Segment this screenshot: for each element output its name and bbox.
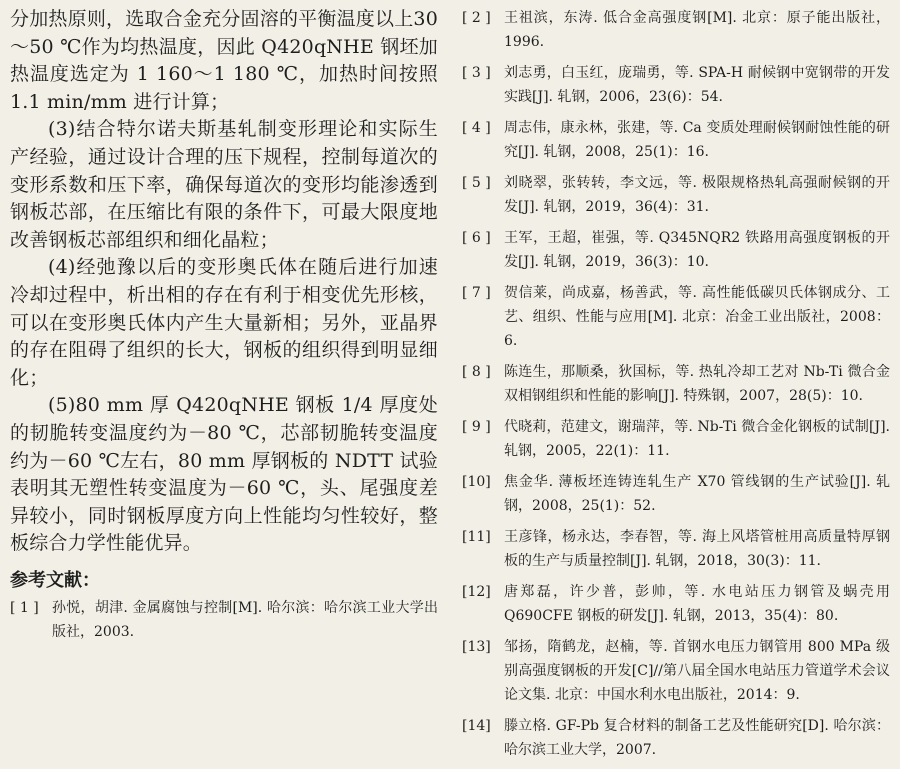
reference-text: 王军，王超，崔强，等. Q345NQR2 铁路用高强度钢板的开发[J]. 轧钢，2019，36(3)：10. bbox=[504, 230, 890, 270]
reference-number: [12] bbox=[462, 584, 491, 600]
body-paragraph-1: 分加热原则，选取合金充分固溶的平衡温度以上30～50 ℃作为均热温度，因此 Q420qNHE 钢坯加热温度选定为 1 160～1 180 ℃，加热时间按照 1.1 min/mm 进行计算； bbox=[10, 8, 438, 113]
reference-number: [14] bbox=[462, 718, 491, 734]
reference-number: [ 3 ] bbox=[462, 65, 491, 81]
reference-text: 周志伟，康永林，张建，等. Ca 变质处理耐候钢耐蚀性能的研究[J]. 轧钢，2008，25(1)：16. bbox=[504, 120, 890, 160]
left-column bbox=[10, 6, 438, 650]
reference-text: 贺信莱，尚成嘉，杨善武，等. 高性能低碳贝氏体钢成分、工艺、组织、性能与应用[M]. 北京：冶金工业出版社，2008：6. bbox=[504, 285, 890, 349]
reference-text: 王祖滨，东涛. 低合金高强度钢[M]. 北京：原子能出版社，1996. bbox=[504, 10, 890, 50]
body-paragraph-2: (3)结合特尔诺夫斯基轧制变形理论和实际生产经验，通过设计合理的压下规程，控制每道次的变形系数和压下率，确保每道次的变形均能渗透到钢板芯部，在压缩比有限的条件下，可最大限度地改善钢板芯部组织和细化晶粒； bbox=[10, 118, 438, 251]
reference-number: [ 8 ] bbox=[462, 364, 491, 380]
reference-item bbox=[462, 714, 890, 762]
reference-text: 刘晓翠，张转转，李文远，等. 极限规格热轧高强耐候钢的开发[J]. 轧钢，2019，36(4)：31. bbox=[504, 175, 890, 215]
reference-text: 王彦锋，杨永达，李春智，等. 海上风塔管桩用高质量特厚钢板的生产与质量控制[J]. 轧钢，2018，30(3)：11. bbox=[504, 529, 890, 569]
references-heading: 参考文献： bbox=[10, 569, 100, 591]
reference-item bbox=[462, 6, 890, 54]
reference-item bbox=[462, 580, 890, 628]
reference-text: 孙悦，胡津. 金属腐蚀与控制[M]. 哈尔滨：哈尔滨工业大学出版社，2003. bbox=[52, 599, 438, 640]
reference-item bbox=[462, 415, 890, 463]
reference-item bbox=[462, 635, 890, 707]
reference-text: 焦金华. 薄板坯连铸连轧生产 X70 管线钢的生产试验[J]. 轧钢，2008，25(1)：52. bbox=[504, 474, 890, 514]
reference-item bbox=[462, 171, 890, 219]
reference-item bbox=[462, 470, 890, 518]
reference-number: [ 5 ] bbox=[462, 175, 491, 191]
right-column bbox=[462, 6, 890, 769]
reference-number: [ 9 ] bbox=[462, 419, 491, 435]
reference-text: 刘志勇，白玉红，庞瑞勇，等. SPA-H 耐候钢中宽钢带的开发实践[J]. 轧钢，2006，23(6)：54. bbox=[504, 65, 890, 105]
reference-item bbox=[462, 61, 890, 109]
reference-item bbox=[10, 596, 438, 644]
body-paragraph-4: (5)80 mm 厚 Q420qNHE 钢板 1/4 厚度处的韧脆转变温度约为－80 ℃，芯部韧脆转变温度约为－60 ℃左右，80 mm 厚钢板的 NDTT 试验表明其无塑性转变温度为－60 ℃，头、尾强度差异较小，同时钢板厚度方向上性能均匀性较好，整板综合力学性能优异。 bbox=[10, 394, 438, 555]
reference-text: 唐郑磊，许少普，彭帅，等. 水电站压力钢管及蜗壳用 Q690CFE 钢板的研发[J]. 轧钢，2013，35(4)：80. bbox=[504, 584, 890, 624]
reference-item bbox=[462, 360, 890, 408]
reference-item bbox=[462, 525, 890, 573]
reference-number: [ 1 ] bbox=[10, 599, 39, 616]
reference-text: 陈连生，那顺桑，狄国标，等. 热轧冷却工艺对 Nb-Ti 微合金双相钢组织和性能的影响[J]. 特殊钢，2007，28(5)：10. bbox=[504, 364, 890, 404]
reference-number: [13] bbox=[462, 639, 491, 655]
reference-number: [10] bbox=[462, 474, 491, 490]
reference-number: [ 2 ] bbox=[462, 10, 491, 26]
reference-number: [ 6 ] bbox=[462, 230, 491, 246]
reference-number: [ 4 ] bbox=[462, 120, 491, 136]
body-paragraph-3: (4)经弛豫以后的变形奥氏体在随后进行加速冷却过程中，析出相的存在有利于相变优先形核，可以在变形奥氏体内产生大量新相；另外，亚晶界的存在阻碍了组织的长大，钢板的组织得到明显细化； bbox=[10, 256, 438, 389]
reference-item bbox=[462, 116, 890, 164]
reference-number: [ 7 ] bbox=[462, 285, 491, 301]
reference-text: 代晓莉，范建文，谢瑞萍，等. Nb-Ti 微合金化钢板的试制[J]. 轧钢，2005，22(1)：11. bbox=[504, 419, 890, 459]
reference-number: [11] bbox=[462, 529, 491, 545]
reference-text: 邹扬，隋鹤龙，赵楠，等. 首钢水电压力钢管用 800 MPa 级别高强度钢板的开发[C]//第八届全国水电站压力管道学术会议论文集. 北京：中国水利水电出版社，2014：9. bbox=[504, 639, 890, 703]
reference-item bbox=[462, 226, 890, 274]
reference-item bbox=[462, 281, 890, 353]
reference-text: 滕立格. GF-Pb 复合材料的制备工艺及性能研究[D]. 哈尔滨：哈尔滨工业大学，2007. bbox=[504, 718, 890, 758]
